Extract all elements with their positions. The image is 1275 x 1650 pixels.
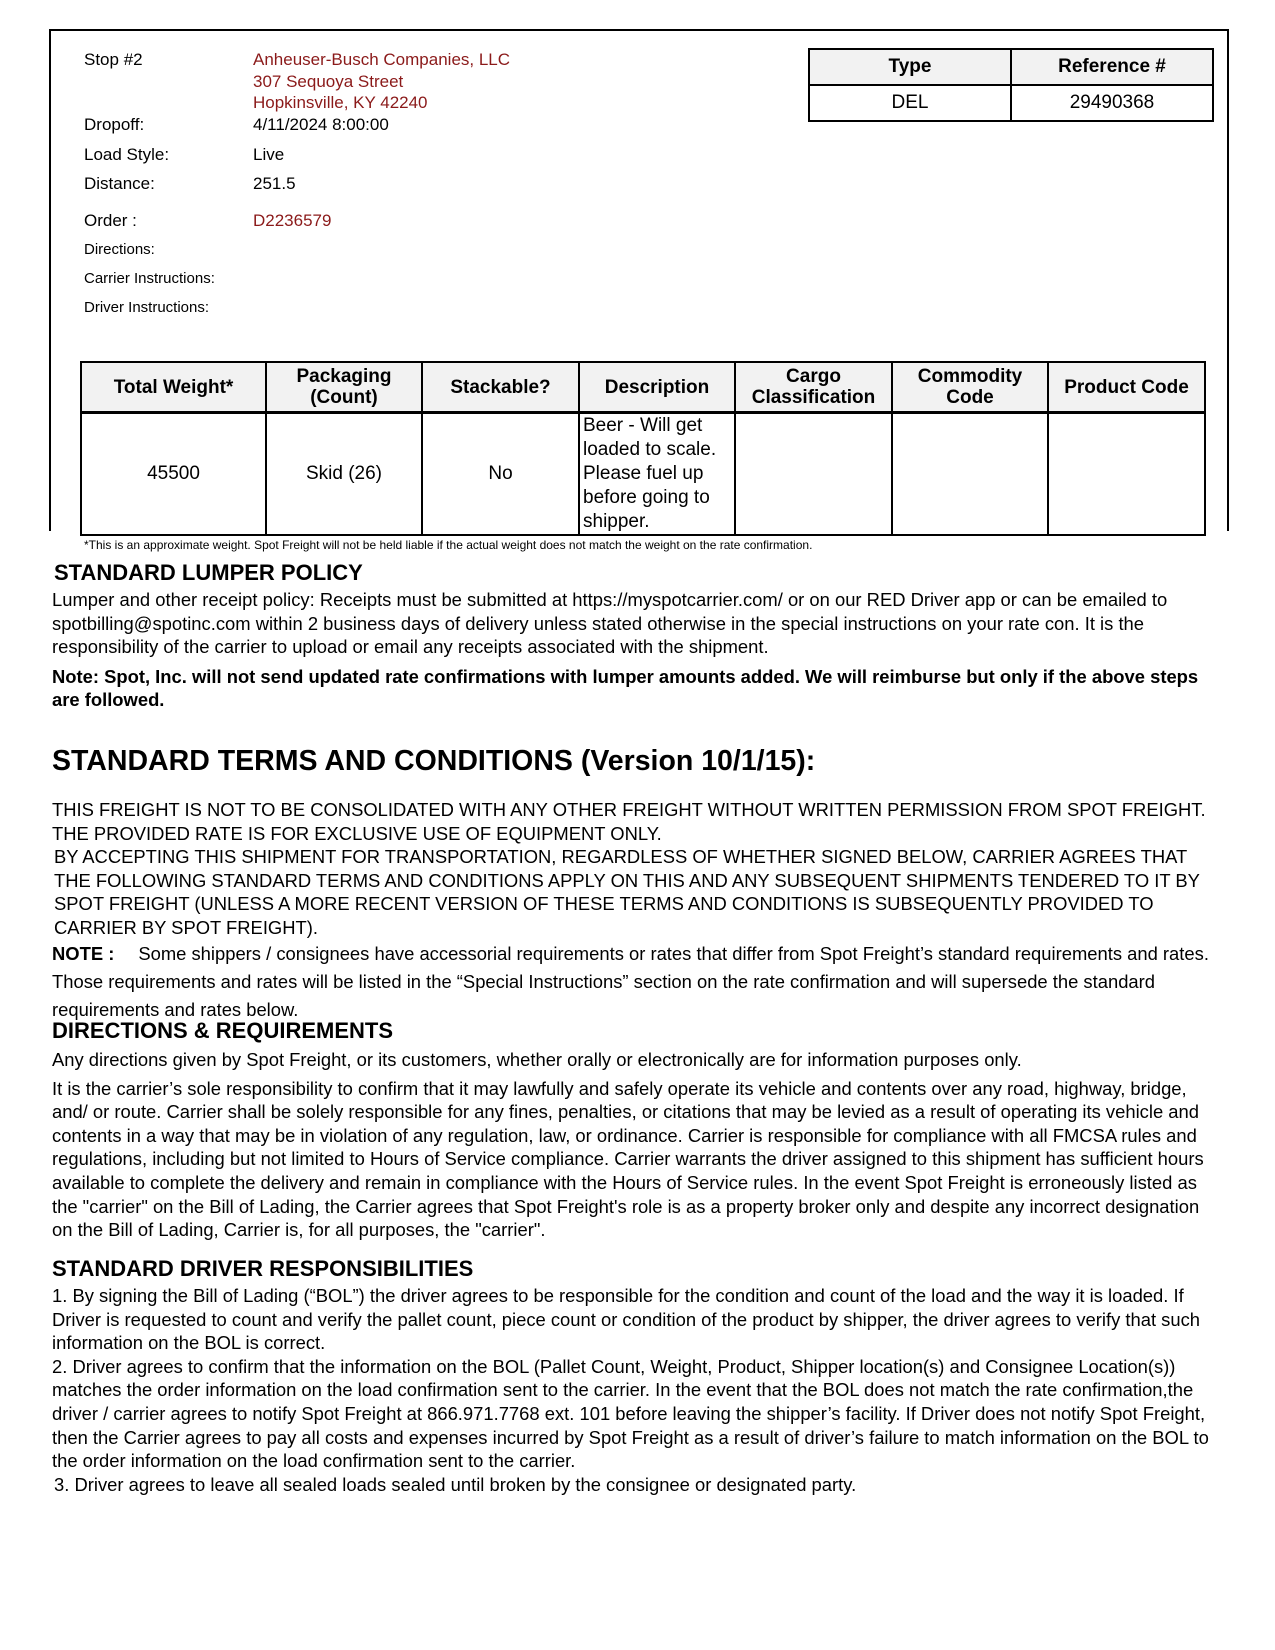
freight-table bbox=[80, 361, 1206, 536]
reference-table bbox=[808, 48, 1214, 122]
description-cell: Beer - Will get loaded to scale. Please fuel up before going to shipper. bbox=[579, 413, 735, 536]
lumper-heading: STANDARD LUMPER POLICY bbox=[54, 560, 363, 585]
terms-note-text: Some shippers / consignees have accessorial requirements or rates that differ from Spot Freight’s standard requirements and rates. Those requirements and rates will be listed in the “Special Instructions” section on the rate confirmation and will supersede the standard requirements and rates below. bbox=[52, 942, 1209, 1020]
order-value: D2236579 bbox=[253, 211, 332, 230]
lumper-section bbox=[52, 588, 1212, 712]
header-commodity-code: Commodity Code bbox=[892, 362, 1048, 413]
driver-instructions-label: Driver Instructions: bbox=[84, 299, 210, 316]
type-header: Type bbox=[809, 49, 1011, 85]
load-style-value: Live bbox=[253, 145, 285, 164]
terms-section bbox=[52, 798, 1212, 1024]
terms-title: STANDARD TERMS AND CONDITIONS (Version 10/1/15): bbox=[52, 745, 816, 777]
table-row bbox=[81, 413, 1205, 536]
directions-section bbox=[52, 1048, 1212, 1242]
driver-item-2: 2. Driver agrees to confirm that the information on the BOL (Pallet Count, Weight, Product, Shipper location(s) and Consignee Location(s)) matches the order information on the load confirmation sent to the carrier. In the event that the BOL does not match the rate confirmation,the driver / carrier agrees to notify Spot Freight at 866.971.7768 ext. 101 before leaving the shipper’s facility. If Driver does not notify Spot Freight, then the Carrier agrees to pay all costs and expenses incurred by Spot Freight as a result of driver’s failure to match information on the BOL to the order information on the load confirmation sent to the carrier. bbox=[52, 1355, 1209, 1472]
dropoff-value: 4/11/2024 8:00:00 bbox=[253, 115, 389, 134]
terms-note-label: NOTE : bbox=[52, 942, 115, 964]
consignee-city: Hopkinsville, KY 42240 bbox=[253, 93, 428, 112]
lumper-note: Note: Spot, Inc. will not send updated rate confirmations with lumper amounts added. We will reimburse but only if the above steps are followed. bbox=[52, 665, 1199, 711]
driver-item-1: 1. By signing the Bill of Lading (“BOL”) the driver agrees to be responsible for the condition and count of the load and the way it is loaded. If Driver is requested to count and verify the pallet count, piece count or condition of the product by shipper, the driver agrees to verify that such information on the BOL is correct. bbox=[52, 1285, 1201, 1354]
packaging-cell: Skid (26) bbox=[266, 413, 422, 536]
type-value: DEL bbox=[809, 85, 1011, 121]
header-packaging: Packaging (Count) bbox=[266, 362, 422, 413]
load-style-label: Load Style: bbox=[84, 145, 170, 164]
header-cargo-classification: Cargo Classification bbox=[735, 362, 892, 413]
cargo-classification-cell bbox=[735, 413, 892, 536]
commodity-code-cell bbox=[892, 413, 1048, 536]
driver-heading: STANDARD DRIVER RESPONSIBILITIES bbox=[52, 1256, 474, 1281]
driver-section bbox=[52, 1284, 1212, 1496]
header-stackable: Stackable? bbox=[422, 362, 579, 413]
total-weight-cell: 45500 bbox=[81, 413, 266, 536]
distance-value: 251.5 bbox=[253, 174, 296, 193]
consignee-name: Anheuser-Busch Companies, LLC bbox=[253, 50, 511, 69]
driver-item-3: 3. Driver agrees to leave all sealed loads sealed until broken by the consignee or designated party. bbox=[54, 1473, 857, 1495]
stop-label: Stop #2 bbox=[84, 50, 143, 69]
distance-label: Distance: bbox=[84, 174, 155, 193]
carrier-instructions-label: Carrier Instructions: bbox=[84, 270, 215, 287]
lumper-body: Lumper and other receipt policy: Receipts must be submitted at https://myspotcarrier.com/ or on our RED Driver app or can be emailed to spotbilling@spotinc.com within 2 business days of delivery unless stated otherwise in the special instructions on your rate con. It is the responsibility of the carrier to upload or email any receipts associated with the shipment. bbox=[52, 589, 1168, 658]
reference-header: Reference # bbox=[1011, 49, 1213, 85]
header-total-weight: Total Weight* bbox=[81, 362, 266, 413]
directions-para-1: Any directions given by Spot Freight, or its customers, whether orally or electronically are for information purposes only. bbox=[52, 1049, 1022, 1070]
stackable-cell: No bbox=[422, 413, 579, 536]
directions-para-2: It is the carrier’s sole responsibility to confirm that it may lawfully and safely operate its vehicle and contents over any road, highway, bridge, and/ or route. Carrier shall be solely responsible for any fines, penalties, or citations that may be levied as a result of operating its vehicle and contents in a way that may be in violation of any regulation, law, or ordinance. Carrier is responsible for compliance with all FMCSA rules and regulations, including but not limited to Hours of Service compliance. Carrier warrants the driver assigned to this shipment has sufficient hours available to complete the delivery and remain in compliance with the Hours of Service rules. In the event Spot Freight is erroneously listed as the "carrier" on the Bill of Lading, the Carrier agrees that Spot Freight's role is as a property broker only and despite any incorrect designation on the Bill of Lading, Carrier is, for all purposes, the "carrier". bbox=[52, 1077, 1204, 1241]
directions-label: Directions: bbox=[84, 241, 155, 258]
header-description: Description bbox=[579, 362, 735, 413]
directions-heading: DIRECTIONS & REQUIREMENTS bbox=[52, 1018, 394, 1043]
terms-para-1: THIS FREIGHT IS NOT TO BE CONSOLIDATED WITH ANY OTHER FREIGHT WITHOUT WRITTEN PERMISSION FROM SPOT FREIGHT. THE PROVIDED RATE IS FOR EXCLUSIVE USE OF EQUIPMENT ONLY. bbox=[52, 799, 1206, 844]
reference-value: 29490368 bbox=[1011, 85, 1213, 121]
weight-footnote: *This is an approximate weight. Spot Freight will not be held liable if the actual weight does not match the weight on the rate confirmation. bbox=[84, 538, 813, 552]
dropoff-label: Dropoff: bbox=[84, 115, 145, 134]
terms-para-2: BY ACCEPTING THIS SHIPMENT FOR TRANSPORTATION, REGARDLESS OF WHETHER SIGNED BELOW, CARRIER AGREES THAT THE FOLLOWING STANDARD TERMS AND CONDITIONS APPLY ON THIS AND ANY SUBSEQUENT SHIPMENTS TENDERED TO IT BY SPOT FREIGHT (UNLESS A MORE RECENT VERSION OF THESE TERMS AND CONDITIONS IS SUBSEQUENTLY PROVIDED TO CARRIER BY SPOT FREIGHT). bbox=[54, 846, 1200, 938]
product-code-cell bbox=[1048, 413, 1205, 536]
consignee-street: 307 Sequoya Street bbox=[253, 72, 404, 91]
header-product-code: Product Code bbox=[1048, 362, 1205, 413]
order-label: Order : bbox=[84, 211, 137, 230]
